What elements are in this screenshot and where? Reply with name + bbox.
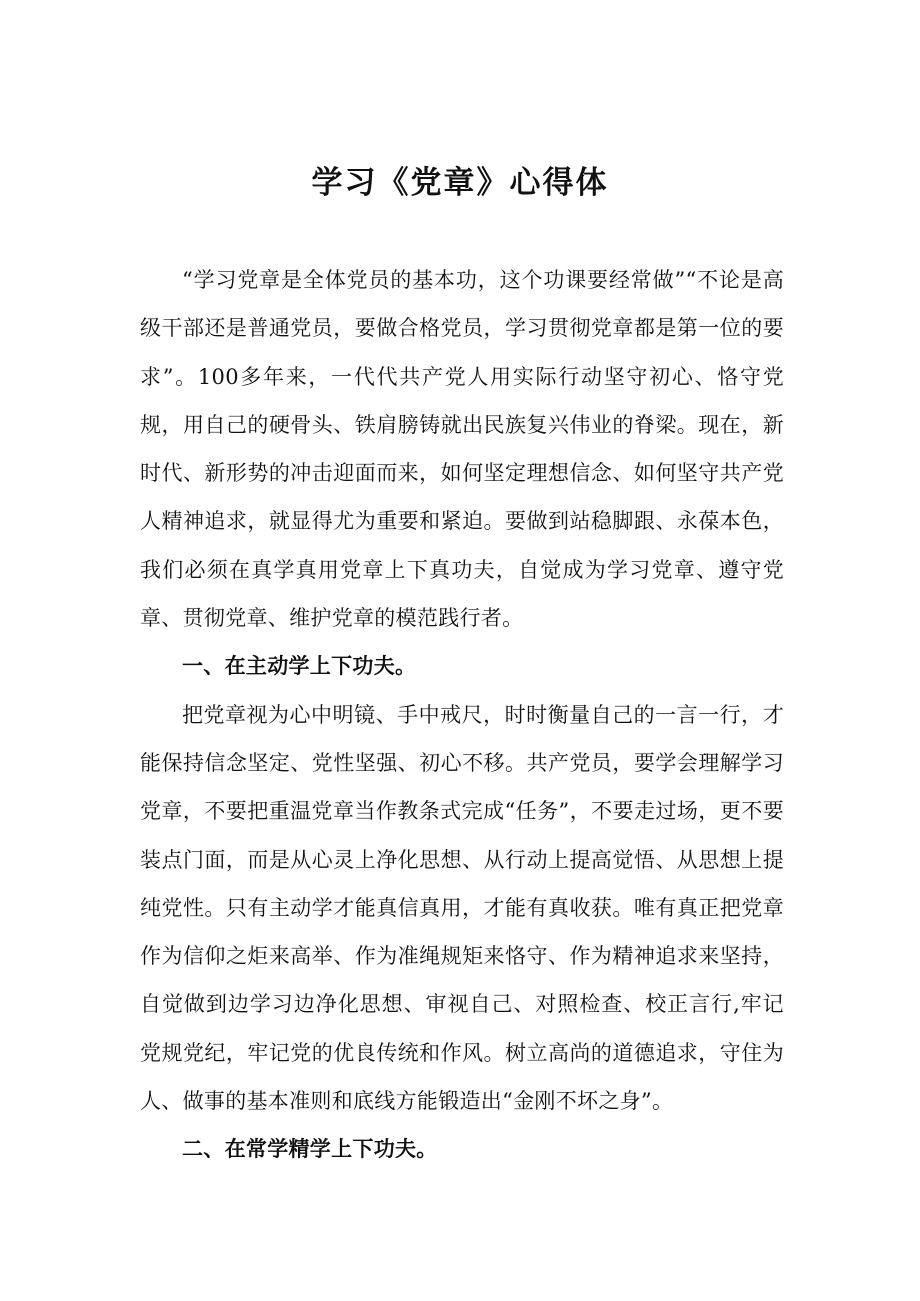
section-1-paragraph: 把党章视为心中明镜、手中戒尺，时时衡量自己的一言一行，才能保持信念坚定、党性坚强、初心不移。共产党员，要学会理解学习党章，不要把重温党章当作教条式完成“任务”，不要走过场，更不要装点门面，而是从心灵上净化思想、从行动上提高觉悟、从思想上提纯党性。只有主动学才能真信真用，才能有真收获。唯有真正把党章作为信仰之炬来高举、作为准绳规矩来恪守、作为精神追求来坚持，自觉做到边学习边净化思想、审视自己、对照检查、校正言行,牢记党规党纪，牢记党的优良传统和作风。树立高尚的道德追求，守住为人、做事的基本准则和底线方能锻造出“金刚不坏之身”。 [140, 702, 784, 1114]
document-body [140, 256, 784, 1174]
section-heading-1: 一、在主动学上下功夫。 [182, 654, 417, 679]
section-heading-2: 二、在常学精学上下功夫。 [182, 1137, 438, 1162]
intro-paragraph: “学习党章是全体党员的基本功，这个功课要经常做”“不论是高级干部还是普通党员，要做合格党员，学习贯彻党章都是第一位的要求”。100多年来，一代代共产党人用实际行动坚守初心、恪守党规，用自己的硬骨头、铁肩膀铸就出民族复兴伟业的脊梁。现在，新时代、新形势的冲击迎面而来，如何坚定理想信念、如何坚守共产党人精神追求，就显得尤为重要和紧迫。要做到站稳脚跟、永葆本色，我们必须在真学真用党章上下真功夫，自觉成为学习党章、遵守党章、贯彻党章、维护党章的模范践行者。 [140, 268, 784, 631]
document-title: 学习《党章》心得体 [311, 165, 609, 201]
